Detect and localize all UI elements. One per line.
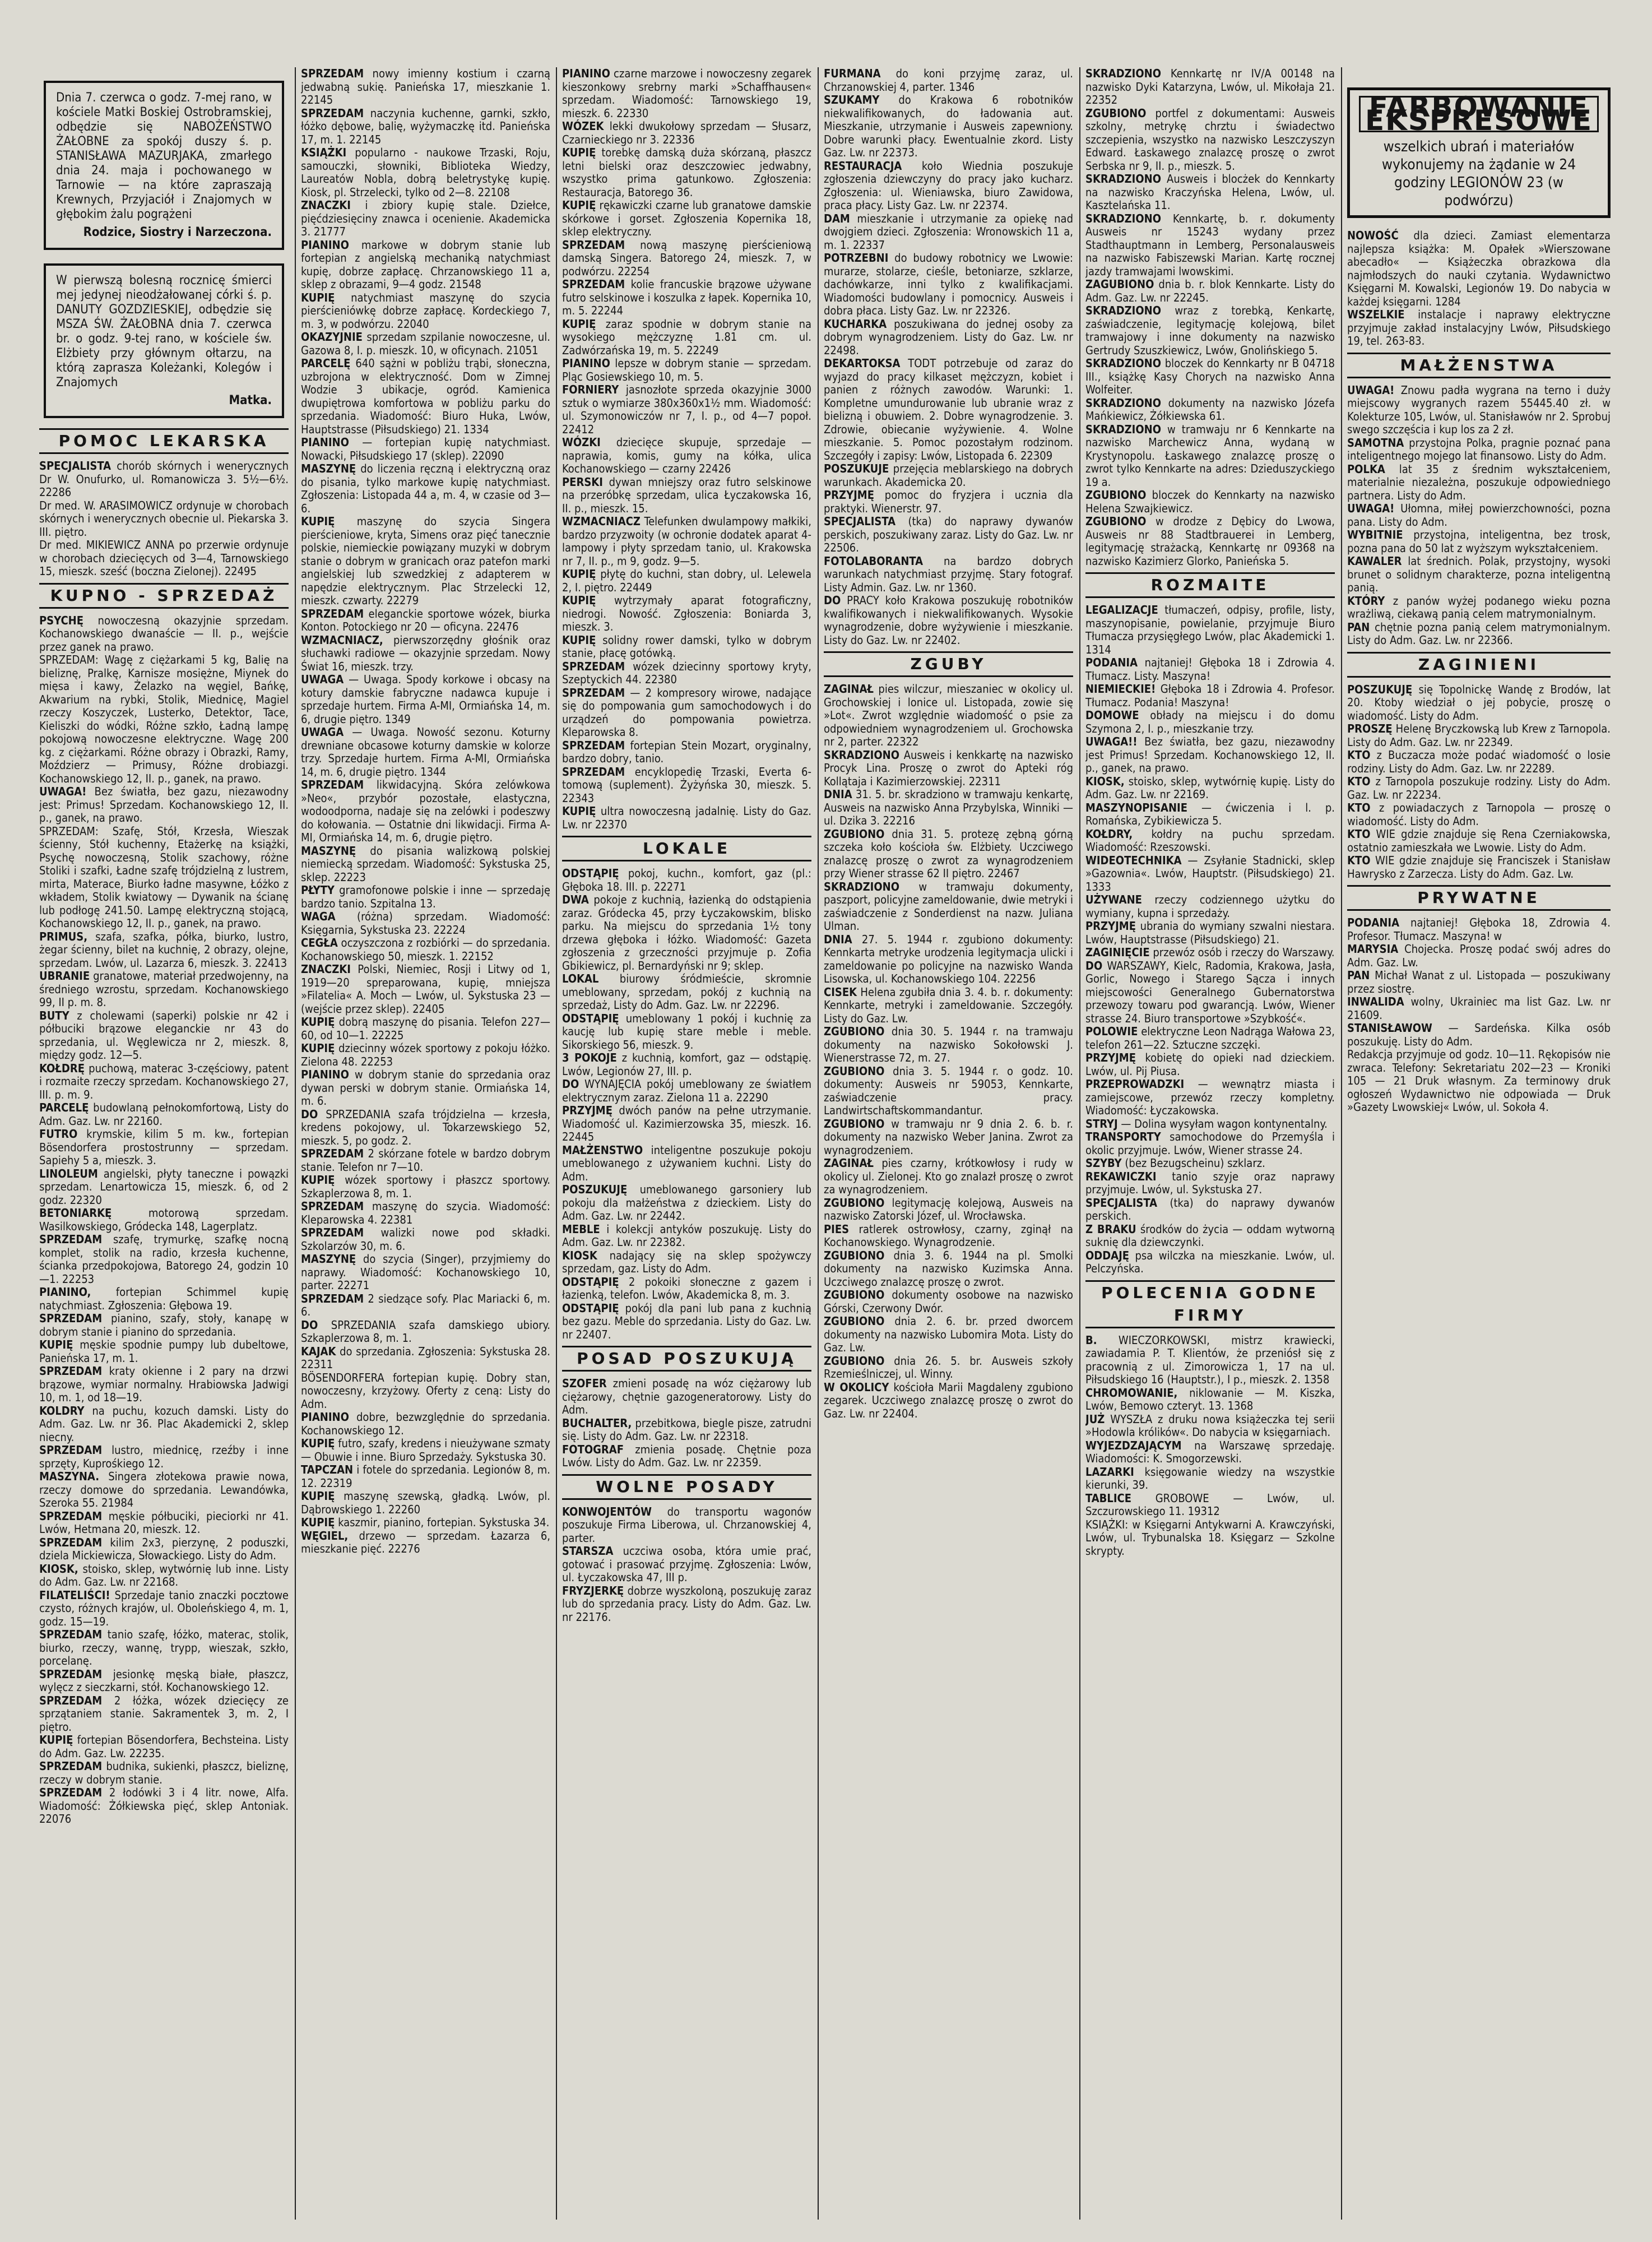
ad-list [1347,683,1611,881]
classified-ad: KUPIĘ futro, szafy, kredens i nieużywane szmaty — Obuwie i inne. Biuro Sprzedaży. Sykstuska 30. [301,1437,550,1463]
classified-ad: PAN Michał Wanat z ul. Listopada — poszukiwany przez siostrę. [1347,969,1611,995]
classified-ad: SPRZEDAM kilim 2x3, pierzynę, 2 poduszki, dziela Mickiewicza, Słowackiego. Listy do Adm. [39,1535,289,1562]
classified-ad: SPRZEDAM kraty okienne i 2 pary na drzwi brązowe, wymiar normalny. Hrabiowska Jadwigi 10, m. 1, od 18—19. [39,1364,289,1404]
classified-ad: UWAGA! Znowu padła wygrana na terno i duży miejscowy wygranych razem 55445.40 zł. w Kolekturze 105, Lwów, ul. Stanisławów nr 2. Sprobuj swego szczęścia i kup los za 2 zł. [1347,383,1611,436]
classified-ad: SPRZEDAM szafę, trymurkę, szafkę nocną komplet, stolik na radio, krzesła kuchenne, ścianka przedpokojowa, Batorego 24, godzin 10—1. 22253 [39,1233,289,1286]
classified-ad: WĘGIEL, drzewo — sprzedam. Łazarza 6, mieszkanie pięć. 22276 [301,1528,550,1555]
section-heading-zaginieni: ZAGINIENI [1347,652,1611,678]
classified-ad: KOLDRY na puchu, kozuch damski. Listy do Adm. Gaz. Lw. nr 36. Plac Akademicki 2, sklep niecny. [39,1403,289,1444]
classified-ad: UWAGA — Uwaga. Spody korkowe i obcasy na kotury damskie fabryczne nadawca kupuje i sprzedaje hurtem. Firma A-MI, Ormiańska 14, m. 6, drugie piętro. 1349 [301,673,550,726]
column-2 [301,67,550,2220]
classified-ad: CEGŁA oczyszczona z rozbiórki — do sprzedania. Kochanowskiego 50, mieszk. 1. 22152 [301,936,550,963]
classified-ad: SPECJALISTA (tka) do naprawy dywanów perskich, poszukiwany zaraz. Listy do Gaz. Lw. nr 22506. [824,515,1073,554]
classified-ad: B. WIECZORKOWSKI, mistrz krawiecki, zawiadamia P. T. Klientów, że przeniósł się z pracownią z ul. Zimorowicza 1, 17 na ul. Piłsudskiego 16 (Hauptstr.), I p., mieszk. 2. 1358 [1085,1333,1335,1386]
classified-ad: DOMOWE obłady na miejscu i do domu Szymona 2, I. p., mieszkanie trzy. [1085,708,1335,735]
classified-ad: KOŁDRĘ puchową, materac 3-częściowy, patent i rozmaite rzeczy sprzedam. Kochanowskiego 27, III. p. m. 9. [39,1061,289,1101]
classified-ad: WYBITNIE przystojna, inteligentna, bez trosk, pozna pana do 50 lat z wyższym wykształceniem. [1347,528,1611,555]
ad-list [39,614,289,1826]
classified-ad: ZGUBIONO dnia 2. 6. br. przed dworcem dokumenty na nazwisko Lubomira Mota. Listy do Gaz. Lw. [824,1314,1073,1354]
classified-ad: FORNIERY jasnozłote sprzeda okazyjnie 3000 sztuk o wymiarze 380x360x1½ mm. Wiadomość: ul. Szymonowiczów nr 7, I. p., od 4—7 popoł. 22412 [562,383,811,436]
classified-ad: FRYZJERKĘ dobrze wyszkoloną, poszukuję zaraz lub do sprzedania pracy. Listy do Adm. Gaz. Lw. nr 22176. [562,1583,811,1624]
obituary-2-signature: Matka. [229,393,272,407]
classified-ad: WÓZKI dziecięce skupuje, sprzedaje — naprawia, komis, gumy na kółka, ulica Kochanowskiego — czarny 22426 [562,436,811,475]
section-heading-rozmaite: ROZMAITE [1085,572,1335,598]
classified-ad: SPRZEDAM naczynia kuchenne, garnki, szkło, łóżko dębowe, balię, wyżymaczkę itd. Panieńska 17, m. 1. 22145 [301,106,550,146]
classified-ad: MASZYNA. Singera złotekowa prawie nowa, rzeczy domowe do sprzedania. Lewandówka, Szeroka 55. 21984 [39,1470,289,1509]
classified-ad: SPRZEDAM kolie francuskie brązowe używane futro selskinowe i koszulka z łapek. Kopernika 10, m. 5. 22244 [562,277,811,317]
classified-ad: MASZYNĘ do szycia (Singer), przyjmiemy do naprawy. Wiadomość: Kochanowskiego 10, parter. 22271 [301,1252,550,1292]
classified-ad: PIANINO dobre, bezwzględnie do sprzedania. Kochanowskiego 12. [301,1410,550,1437]
classified-ad: ODDAJĘ psa wilczka na mieszkanie. Lwów, ul. Pelczyńska. [1085,1248,1335,1275]
column-divider [1079,67,1080,2220]
classified-ad: SKRADZIONO dokumenty na nazwisko Józefa Mańkiewicz, Żółkiewska 61. [1085,396,1335,423]
classified-ad: ODSTĄPIĘ umeblowany 1 pokój i kuchnię za kaucję lub kupię stare meble i meble. Sikorskiego 56, mieszk. 9. [562,1011,811,1051]
column-6 [1347,67,1611,2220]
section-heading-prywatne: PRYWATNE [1347,885,1611,911]
classified-ad: SPRZEDAM encyklopedię Trzaski, Everta 6-tomową (suplement). Żyżyńska 30, mieszk. 5. 22343 [562,765,811,805]
classified-ad: LINOLEUM angielski, płyty taneczne i powązki sprzedam. Lenartowicza 15, mieszk. 6, od 2 godz. 22320 [39,1166,289,1207]
classified-ad: DO PRACY koło Krakowa poszukuję robotników kwalifikowanych i niekwalifikowanych. Wysokie wynagrodzenie, dobre wyżywienie i mieszkanie. Listy do Gaz. Lw. nr 22402. [824,594,1073,647]
classified-ad: INWALIDA wolny, Ukrainiec ma list Gaz. Lw. nr 21609. [1347,995,1611,1022]
classified-ad: ZAGINAŁ pies czarny, krótkowłosy i rudy w okolicy ul. Zielonej. Kto go znalazł proszę o zwrot za wynagrodzeniem. [824,1156,1073,1196]
classified-ad: ZGUBIONO bloczek do Kennkarty na nazwisko Helena Szwajkiewicz. [1085,488,1335,515]
classified-ad: ZGUBIONO portfel z dokumentami: Ausweis szkolny, metrykę chrztu i świadectwo szczepienia, wszystko na nazwisko Leszczyszyn Edward. Łaskawego znalazcę proszę o zwrot Serbska nr 9, II. p., mieszk. 5. [1085,106,1335,173]
classified-ad: DO WYNAJĘCIA pokój umeblowany ze światłem elektrycznym zaraz. Zielona 11 a. 22290 [562,1077,811,1104]
ad-list [301,67,550,1556]
classified-ad: KTO z powiadaczych z Tarnopola — proszę o wiadomość. Listy do Adm. [1347,801,1611,828]
classified-ad: PRZYJMĘ dwóch panów na pełne utrzymanie. Wiadomość ul. Kazimierzowska 35, mieszk. 16. 22445 [562,1104,811,1143]
column-1 [39,67,289,2220]
classified-ad: DO SPRZEDANIA szafa damskiego ubiory. Szkaplerzowa 8, m. 1. [301,1318,550,1345]
classified-ad: WSZELKIE instalacje i naprawy elektryczne przyjmuje zakład instalacyjny Lwów, Piłsudskiego 19, tel. 263-83. [1347,308,1611,348]
classified-ad: KSIĄŻKI popularno - naukowe Trzaski, Roju, samouczki, słowniki, Biblioteka Wiedzy, Laureatów Nobla, dobrą beletrystykę kupię. Kiosk, pl. Strzelecki, tylko od 2—8. 22108 [301,146,550,199]
classified-ad: UŻYWANE rzeczy codziennego użytku do wymiany, kupna i sprzedaży. [1085,893,1335,920]
classified-ad: ZGUBIONO legitymację kolejową, Ausweis na nazwisko Zatorski Józef, ul. Wrocławska. [824,1196,1073,1222]
section-heading-malzenstwa: MAŁŻENSTWA [1347,353,1611,378]
classified-ad: POTRZEBNI do budowy robotnicy we Lwowie: murarze, stolarze, cieśle, betoniarze, szklarze, dachówkarze, inni tylko z kwalifikacjami. Wiadomości budowlany i pomocnicy. Ausweis i dobra płaca. Listy Gaz. Lw. nr 22326. [824,251,1073,317]
classified-ad: SPECJALISTA (tka) do naprawy dywanów perskich. [1085,1196,1335,1222]
classified-ad: FUTRO krymskie, kilim 5 m. kw., fortepian Bösendorfera prostostrunny — sprzedam. Sapiehy 5 a, mieszk. 3. [39,1127,289,1167]
classified-ad: DAM mieszkanie i utrzymanie za opiekę nad dwojgiem dzieci. Zgłoszenia: Wronowskich 11 a, m. 1. 22337 [824,211,1073,252]
classified-ad: PRIMUS, szafa, szafka, półka, biurko, lustro, żegar ścienny, bilet na kuchnię, 2 obrazy, olejne, sprzedam. Lwów, ul. Lazarza 6, mieszk. 3. 22413 [39,929,289,970]
obituary-1-signature: Rodzice, Siostry i Narzeczona. [83,225,272,239]
classified-ad: KUPIĘ kaszmir, pianino, fortepian. Sykstuska 34. [301,1516,550,1529]
classified-ad: TRANSPORTY samochodowe do Przemyśla i okolic przyjmuje. Lwów, Wiener strasse 24. [1085,1130,1335,1157]
classified-ad: KUPIĘ maszynę do szycia Singera pierścieniowe, kryta, Simens oraz pięć tanecznie polskie, niemieckie powiązany muzyki w dobrym stanie o dobrym w granicach oraz patefon marki angielskiej lub szwedzkiej z adapterem w napędzie elektrycznym. Plac Strzelecki 12, mieszk. czwarty. 22279 [301,515,550,607]
classified-ad: UBRANIE granatowe, materiał przedwojenny, na średniego wzrostu, sprzedam. Kochanowskiego 99, II p. m. 8. [39,969,289,1009]
classified-ad: STANISŁAWOW — Sardeńska. Kilka osób poszukuję. Listy do Adm. [1347,1021,1611,1048]
classified-ad: POSZUKUJĘ umeblowanego garsoniery lub pokoju dla małżeństwa z dzieckiem. Listy do Adm. Gaz. Lw. nr 22442. [562,1183,811,1222]
classified-ad: KIOSK, stoisko, sklep, wytwórnię lub inne. Listy do Adm. Gaz. Lw. nr 22168. [39,1562,289,1588]
column-4 [824,67,1073,2220]
classified-ad: SKRADZIONO Ausweis i kenkkartę na nazwisko Procyk Lina. Proszę o zwrot do Apteki róg Kollątaja i Kazimierzowskiej. 22311 [824,748,1073,788]
classified-ad: PIANINO w dobrym stanie do sprzedania oraz dywan perski w dobrym stanie. Ormiańska 14, m. 6. [301,1068,550,1108]
classified-ad: PAN chętnie pozna panią celem matrymonialnym. Listy do Adm. Gaz. Lw. nr 22366. [1347,620,1611,647]
classified-ad: ZGUBIONO dnia 3. 5. 1944 r. o godz. 10. dokumenty: Ausweis nr 59053, Kennkarte, zaświadczenie pracy. Landwirtschaftskommandantur. [824,1064,1073,1117]
classified-ad: SPRZEDAM — 2 kompresory wirowe, nadające się do pompowania gum samochodowych i do urządzeń do pompowania powietrza. Kleparowska 8. [562,685,811,739]
classified-ad: DWA pokoje z kuchnią, łazienką do odstąpienia zaraz. Gródecka 45, przy Łyczakowskim, blisko parku. Na miejscu do sprzedania 1½ tony drzewa głęboka i łóżko. Wiadomość: Gazeta zgłoszenia z grzeczności przyjmuje p. Zofia Gbikiewicz, pl. Bernardyński nr 9; sklep. [562,893,811,972]
classified-ad: PŁYTY gramofonowe polskie i inne — sprzedaję bardzo tanio. Szpitalna 13. [301,883,550,910]
classified-ad: WZMACNIACZ Telefunken dwulampowy małkiki, bardzo przyzwoity (w ochronie dodatek aparat 4-lampowy i płyty sprzedam tanio, ul. Krakowska nr 7, II. p., m 9, godz. 9—5. [562,515,811,568]
classified-ad: SPRZEDAM męskie półbuciki, pieciorki nr 41. Lwów, Hetmana 20, mieszk. 12. [39,1509,289,1536]
classified-ad: MAŁŻENSTWO inteligentne poszukuje pokoju umeblowanego z używaniem kuchni. Listy do Adm. [562,1143,811,1183]
classified-ad: KUPIĘ ultra nowoczesną jadalnię. Listy do Gaz. Lw. nr 22370 [562,804,811,831]
classified-ad: SKRADZIONO Kennkartę, b. r. dokumenty Ausweis nr 15243 wydany przez Stadthauptmann in Lemberg, Personalausweis na nazwisko Fabiszewski Marian. Kartę rocznej jazdy tramwajami lwowskimi. [1085,211,1335,278]
section-heading-zguby: ZGUBY [824,651,1073,677]
ad-list [1347,229,1611,348]
classified-ad: SPRZEDAM wózek dziecinny sportowy kryty, Szeptyckich 44. 22380 [562,659,811,686]
classified-ad: KUPIĘ zaraz spodnie w dobrym stanie na wysokiego mężczyznę 1.81 cm. ul. Zadwórzańska 19, m. 5. 22249 [562,317,811,357]
classified-ad: SPRZEDAM lustro, miednicę, rzeźby i inne sprzęty, Kuprośkiego 12. [39,1443,289,1470]
classified-ad: KTO z Tarnopola poszukuje rodziny. Listy do Adm. Gaz. Lw. nr 22234. [1347,775,1611,802]
section-heading-kupno-sprzedaz: KUPNO - SPRZEDAŻ [39,583,289,609]
classified-ad: PRZYJMĘ kobietę do opieki nad dzieckiem. Lwów, ul. Pij Piusa. [1085,1051,1335,1078]
ad-list [824,67,1073,647]
ad-list [39,460,289,578]
ad-list [562,67,811,831]
classified-ad: Dr med. MIKIEWICZ ANNA po przerwie ordynuje w chorobach dziecięcych od 3—4, Tarnowskiego 15, mieszk. sześć (boczna Zielonej). 22495 [39,538,289,578]
classified-ad: SPRZEDAM likwidacyjną. Skóra zelówkowa »Neo«, przybór pozostałe, elastyczna, wodoodporna, nadaje się na zelówki i podeszwy do kołowania. — Ostatnie dni likwidacji. Firma A-MI, Ormiańska 14, m. 6, drugie piętro. [301,778,550,844]
classified-ad: SPRZEDAM pianino, szafy, stoły, kanapę w dobrym stanie i pianino do sprzedania. [39,1312,289,1338]
classified-ad: PERSKI dywan mniejszy oraz futro selskinowe na przeróbkę sprzedam, ulica Łyczakowska 16, II. p., mieszk. 15. [562,475,811,515]
ad-list [1347,384,1611,647]
classified-ad: ZGUBIONO dnia 26. 5. br. Ausweis szkoły Rzemieślniczej, ul. Winny. [824,1354,1073,1381]
section-heading-wolne-posady: WOLNE POSADY [562,1474,811,1500]
classified-ad: CHROMOWANIE, niklowanie — M. Kiszka, Lwów, Bemowo czteryt. 13. 1368 [1085,1386,1335,1412]
classified-ad: Dr med. W. ARASIMOWICZ ordynuje w chorobach skórnych i wenerycznych obecnie ul. Piekarska 3. III. piętro. [39,498,289,539]
column-3 [562,67,811,2220]
classified-ad: ZGUBIONO dnia 30. 5. 1944 r. na tramwaju dokumenty na nazwisko Sokołowski J. Wienerstrasse 72, m. 27. [824,1025,1073,1064]
classified-ad: SKRADZIONO w tramwaju nr 6 Kennkarte na nazwisko Marchewicz Anna, wydaną w Krystynopolu. Łaskawego znalazcę proszę o zwrot tylko Kennkarte na adres: Dzieduszyckiego 19 a. [1085,422,1335,489]
classified-ad: ZGUBIONO dokumenty osobowe na nazwisko Górski, Czerwony Dwór. [824,1288,1073,1315]
classified-ad: SPRZEDAM budnika, sukienki, płaszcz, bieliznę, rzeczy w dobrym stanie. [39,1759,289,1786]
classified-ad: WAGA (różna) sprzedam. Wiadomość: Księgarnia, Sykstuska 23. 22224 [301,910,550,937]
classified-ad: REKAWICZKI tanio szyje oraz naprawy przyjmuje. Lwów, ul. Sykstuska 27. [1085,1169,1335,1196]
section-heading-posad-poszukuja: POSAD POSZUKUJĄ [562,1346,811,1372]
column-divider [556,67,557,2220]
classified-ad: SPRZEDAM 2 łodówki 3 i 4 litr. nowe, Alfa. Wiadomość: Żółkiewska pięć, sklep Antoniak. 22076 [39,1786,289,1826]
classified-ad: PARCELĘ budowlaną pełnokomfortową, Listy do Adm. Gaz. Lw. nr 22160. [39,1101,289,1128]
classified-ad: PIANINO czarne marzowe i nowoczesny zegarek kieszonkowy srebrny marki »Schaffhausen« sprzedam. Wiadomość: Tarnowskiego 19, mieszk. 6. 22330 [562,67,811,120]
ad-list [1085,67,1335,568]
classified-ad: KTO WIE gdzie znajduje się Rena Czerniakowska, ostatnio zamieszkała we Lwowie. Listy do Adm. [1347,827,1611,854]
classified-ad: SZUKAMY do Krakowa 6 robotników niekwalifikowanych, do ładowania aut. Mieszkanie, utrzymanie i Ausweis zapewniony. Dobre warunki płacy. Ewentualnie zkord. Listy Gaz. Lw. nr 22373. [824,93,1073,159]
classified-ad: SKRADZIONO w tramwaju dokumenty, paszport, policyjne zameldowanie, dwie metryki i zaświadczenie z Sonderdienst na nazw. Juliana Ulman. [824,879,1073,933]
classified-ad: BETONIARKĘ motorową sprzedam. Wasilkowskiego, Gródecka 148, Lagerplatz. [39,1206,289,1233]
classified-ad: POLOWIE elektryczne Leon Nadrąga Wałowa 23, telefon 261—22. Sztuczne szczęki. [1085,1025,1335,1051]
classified-ad: PRZEPROWADZKI — wewnątrz miasta i zamiejscowe, przewóz rzeczy kompletny. Wiadomość: Łyczakowska. [1085,1077,1335,1117]
farbowanie-title: FARBOWANIE EKSPRESOWE [1359,96,1599,132]
classified-ad: TAPCZAN i fotele do sprzedania. Legionów 8, m. 12. 22319 [301,1463,550,1490]
classified-ad: PIANINO markowe w dobrym stanie lub fortepian z angielską mechaniką natychmiast kupię, dobrze zapłacę. Chrzanowskiego 11 a, sklep z obrazami, 9—4 godz. 21548 [301,238,550,291]
classified-ad: BUTY z cholewami (saperki) polskie nr 42 i półbuciki brązowe eleganckie nr 43 do sprzedania, ul. Węglewicza nr 2, mieszk. 8, między godz. 12—5. [39,1008,289,1062]
classified-ad: KUPIĘ dobrą maszynę do pisania. Telefon 227—60, od 10—1. 22225 [301,1015,550,1042]
classified-ad: KUCHARKA poszukiwana do jednej osoby za dobrym wynagrodzeniem. Listy do Gaz. Lw. nr 22498. [824,317,1073,357]
classified-ad: POSZUKUJĘ się Topolnickę Wandę z Brodów, lat 20. Ktoby wiedział o jej pobycie, proszę o wiadomość. Listy do Adm. [1347,682,1611,722]
classified-ad: SKRADZIONO wraz z torebką, Kenkartę, zaświadczenie, legitymację kolejową, bilet tramwajowy i inne dokumenty na nazwisko Gertrudy Szuszkiewicz, Lwów, Gnolińskiego 5. [1085,304,1335,357]
column-divider [818,67,819,2220]
classified-ad: PIES ratlerek ostrowłosy, czarny, zginął na Kochanowskiego. Wynagrodzenie. [824,1222,1073,1249]
classified-ad: UWAGA!! Bez światła, bez gazu, niezawodny jest Primus! Sprzedam. Kochanowskiego 12, II. p., ganek, na prawo. [1085,735,1335,775]
classified-ad: SKRADZIONO Ausweis i blocżek do Kennkarty na nazwisko Kraczyńska Helena, Lwów, ul. Kasztelańska 11. [1085,172,1335,212]
classified-ad: KIOSK, stoisko, sklep, wytwórnię kupię. Listy do Adm. Gaz. Lw. nr 22169. [1085,774,1335,801]
ad-list [562,1377,811,1470]
classified-ad: SPRZEDAM: Szafę, Stół, Krzesła, Wieszak ścienny, Stół kuchenny, Etażerkę na książki, Psychę nowoczesną, Stolik szachowy, różne Stoliki i szafki, Ładne szafę trójdzielną z lustrem, mirta, Materace, Biurko ładne masywne, Łóżko z wkładem, Stolik kwiatowy — Dywanik na ścianę lub podłogę 241.50. Lampę elektryczną stojącą, Kochanowskiego 12, II. p., ganek, na prawo. [39,824,289,930]
classified-ad: MASZYNOPISANIE — ćwiczenia i l. p. Romańska, Zybikiewicza 5. [1085,800,1335,827]
classified-ad: WÓZEK lekki dwukołowy sprzedam — Słusarz, Czarnieckiego nr 3. 22336 [562,119,811,146]
classified-ad: NIEMIECKIE! Głęboka 18 i Zdrowia 4. Profesor. Tłumacz. Podania! Maszyna! [1085,682,1335,709]
ad-list [1085,604,1335,1276]
classified-ad: KUPIĘ maszynę szewską, gładką. Lwów, pl. Dąbrowskiego 1. 22260 [301,1489,550,1516]
classified-ad: KOŁDRY, kołdry na puchu sprzedam. Wiadomość: Rzeszowski. [1085,827,1335,854]
classified-ad: KONWOJENTÓW do transportu wagonów poszukuje Firma Liberowa, ul. Chrzanowskiej 4, parter. [562,1504,811,1545]
section-heading-pomoc-lekarska: POMOC LEKARSKA [39,428,289,454]
ad-list [1347,916,1611,1114]
classified-ad: PODANIA najtaniej! Głęboka 18 i Zdrowia 4. Tłumacz. Listy. Maszyna! [1085,656,1335,683]
classified-ad: DEKARTOKSA TODT potrzebuje od zaraz do wyjazd do pracy kilkaset mężczyzn, kobiet i panien z różnych zawodów. Warunki: 1. Kompletne umundurowanie lub ubranie wraz z bielizną i obuwiem. 2. Dobre wynagrodzenie. 3. Zdrowie, obiecanie wyżywienie. 4. Wolne mieszkanie. 5. Pomoc pozostałym rodzinom. Szczegóły i zapisy: Lwów, Listopada 6. 22309 [824,356,1073,462]
classified-ad: BUCHALTER, przebitkowa, biegle pisze, zatrudni się. Listy do Adm. Gaz. Lw. nr 22318. [562,1416,811,1443]
classified-ad: KTO z Buczacza może podać wiadomość o losie rodziny. Listy do Adm. Gaz. Lw. nr 22289. [1347,748,1611,775]
classified-ad: PSYCHĘ nowoczesną okazyjnie sprzedam. Kochanowskiego dwanaście — II. p., wejście przez ganek na prawo. [39,613,289,654]
classified-ad: SAMOTNA przystojna Polka, pragnie poznać pana inteligentnego mojego lat finansowo. Listy do Adm. [1347,436,1611,462]
farbowanie-advertisement [1347,87,1611,218]
classified-ad: SPECJALISTA chorób skórnych i wenerycznych Dr W. Onufurko, ul. Romanowicza 3. 5½—6½. 22286 [39,459,289,499]
classified-ad: Z BRAKU środków do życia — oddam wytworną suknię dla dziewczynki. [1085,1222,1335,1249]
classified-ad: KUPIĘ natychmiast maszynę do szycia pierścieniówkę dobrze zapłacę. Kordeckiego 7, m. 3, w podwórzu. 22040 [301,290,550,331]
section-heading-polecenia: POLECENIA GODNE FIRMY [1085,1280,1335,1328]
classified-ad: PRZYJMĘ pomoc do fryzjera i ucznia dla praktyki. Wienerstr. 97. [824,488,1073,515]
column-divider [295,67,296,2220]
classified-ad: KTO WIE gdzie znajduje się Franciszek i Stanisław Hawrysko z Zarzecza. Listy do Adm. Gaz. Lw. [1347,854,1611,881]
classified-ad: MEBLE i kolekcji antyków poszukuję. Listy do Adm. Gaz. Lw. nr 22382. [562,1222,811,1249]
classified-ad: SKRADZIONO bloczek do Kennkarty nr B 04718 III., książkę Kasy Chorych na nazwisko Anna Wolfeiter. [1085,356,1335,396]
classified-ad: KUPIĘ wytrzymały aparat fotograficzny, niedrogi. Nowość. Zgłoszenia: Boniarda 3, mieszk. 3. [562,594,811,633]
classified-ad: KSIĄŻKI: w Księgarni Antykwarni A. Krawczyński, Lwów, ul. Trybunalska 18. Księgarz — Szkolne skrypty. [1085,1517,1335,1558]
classified-ad: SZYBY (bez Bezugscheinu) szklarz. [1085,1156,1265,1170]
classified-ad: UWAGA — Uwaga. Nowość sezonu. Koturny drewniane obcasowe koturny damskie w kolorze trzy. Sprzedaje hurtem. Firma A-MI, Ormiańska 14, m. 6, drugie piętro. 1344 [301,725,550,779]
classified-ad: W OKOLICY kościoła Marii Magdaleny zgubiono zegarek. Uczciwego znalazcę proszę o zwrot do Gaz. Lw. nr 22404. [824,1380,1073,1420]
obituary-notice-1 [44,81,284,250]
newspaper-page [39,67,1614,2220]
classified-ad: POLKA lat 35 z średnim wykształceniem, materialnie niezależna, poszukuje odpowiedniego partnera. Listy do Adm. [1347,462,1611,502]
classified-ad: KUPIĘ torebkę damską duża skórzaną, płaszcz letni bielski oraz deszczowiec jedwabny, wszystko prima gatunkowo. Zgłoszenia: Restauracja, Batorego 36. [562,146,811,199]
classified-ad: LEGALIZACJE tłumaczeń, odpisy, profile, listy, maszynopisanie, powielanie, przyjmuje Biuro Tłumacza przysięgłego Lwów, plac Akademicki 1. 1314 [1085,603,1335,656]
classified-ad: LOKAL biurowy śródmieście, skromnie umeblowany, sprzedam, pokój z kuchnią na sprzedaż, Listy do Adm. Gaz. Lw. nr 22296. [562,972,811,1012]
classified-ad: SKRADZIONO Kennkartę nr IV/A 00148 na nazwisko Dyki Katarzyna, Lwów, ul. Mikołaja 21. 22352 [1085,67,1335,106]
classified-ad: WYJEZDZAJĄCYM na Warszawę sprzedaję. Wiadomości: K. Smogorzewski. [1085,1438,1335,1465]
classified-ad: KUPIĘ rękawiczki czarne lub granatowe damskie skórkowe i gorset. Zgłoszenia Kopernika 18, sklep elektryczny. [562,198,811,238]
classified-ad: KUPIĘ fortepian Bösendorfera, Bechsteina. Listy do Adm. Gaz. Lw. 22235. [39,1733,289,1760]
ad-list [562,1506,811,1624]
classified-ad: SPRZEDAM tanio szafę, łóżko, materac, stolik, biurko, rzeczy, wannę, trypp, wieszak, szkło, porcelanę. [39,1628,289,1667]
obituary-1-text: Dnia 7. czerwca o godz. 7-mej rano, w kościele Matki Boskiej Ostrobramskiej, odbędzie się NABOŻEŃSTWO ŻAŁOBNE za spokój duszy ś. p. STANISŁAWA MAZURJAKA, zmarłego dnia 24. maja i pochowanego w Tarnowie — na które zapraszają Krewnych, Przyjaciół i Znajomych w głębokim żalu pogrążeni [56,91,272,221]
classified-ad: KUPIĘ męskie spodnie pumpy lub dubeltowe, Panieńska 17, m. 1. [39,1338,289,1365]
classified-ad: KUPIĘ płytę do kuchni, stan dobry, ul. Lelewela 2, I. piętro. 22449 [562,567,811,594]
classified-ad: SPRZEDAM eleganckie sportowe wózek, biurka Konton. Potockiego nr 20 — oficyna. 22476 [301,606,550,633]
classified-ad: SPRZEDAM jesionkę męską białe, płaszcz, wylęcz z sieczkarni, stół. Kochanowskiego 12. [39,1667,289,1694]
classified-ad: PROSZĘ Helenę Bryczkowską lub Krew z Tarnopola. Listy do Adm. Gaz. Lw. nr 22349. [1347,722,1611,749]
classified-ad: FURMANA do koni przyjmę zaraz, ul. Chrzanowskiej 4, parter. 1346 [824,67,1073,94]
classified-ad: ZAGINIĘCIE przewóz osób i rzeczy do Warszawy. [1085,946,1335,959]
classified-ad: SPRZEDAM 2 skórzane fotele w bardzo dobrym stanie. Telefon nr 7—10. [301,1147,550,1174]
obituary-notice-2 [44,263,284,418]
ad-list [1085,1334,1335,1558]
classified-ad: FOTOGRAF zmienia posadę. Chętnie poza Lwów. Listy do Adm. Gaz. Lw. nr 22359. [562,1442,811,1469]
classified-ad: UWAGA! Ułomna, miłej powierzchowności, pozna pana. Listy do Adm. [1347,502,1611,529]
classified-ad: SZOFER zmieni posadę na wóz ciężarowy lub ciężarowy, chętnie gazogeneratorowy. Listy do Adm. [562,1377,811,1416]
classified-ad: RESTAURACJA koło Wiednia poszukuje zgłoszenia dziewczyny do pracy jako kucharz. Zgłoszenia: ul. Wieniawska, biuro Zawidowa, praca płacy. Listy Gaz. Lw. nr 22374. [824,159,1073,212]
classified-ad: SPRZEDAM nową maszynę pierścieniową damską Singera. Batorego 24, mieszk. 7, w podwórzu. 22254 [562,238,811,278]
classified-ad: JUŻ WYSZŁA z druku nowa książeczka tej serii »Hodowla królików«. Do nabycia w księgarniach. [1085,1412,1335,1439]
classified-ad: ZGUBIONO dnia 3. 6. 1944 na pl. Smolki dokumenty na nazwisko Kuzimska Anna. Uczciwego znalazcę proszę o zwrot. [824,1248,1073,1289]
classified-ad: PIANINO lepsze w dobrym stanie — sprzedam. Pląc Gosiewskiego 10, m. 5. [562,356,811,383]
classified-ad: KUPIĘ wózek sportowy i płaszcz sportowy. Szkaplerzowa 8, m. 1. [301,1173,550,1200]
classified-ad: KAJAK do sprzedania. Zgłoszenia: Sykstuska 28. 22311 [301,1344,550,1371]
classified-ad: UWAGA! Bez światła, bez gazu, niezawodny jest: Primus! Sprzedam. Kochanowskiego 12, II. p., ganek, na prawo. [39,785,289,824]
obituary-2-text: W pierwszą bolesną rocznicę śmierci mej jedynej nieodżałowanej córki ś. p. DANUTY GOZDZIESKIEJ, odbędzie się MSZA ŚW. ŻAŁOBNA dnia 7. czerwca br. o godz. 9-tej rano, w kościele św. Elżbiety przy głównym ołtarzu, na którą zaprasza Koleżanki, Kolegów i Znajomych [56,274,272,390]
classified-ad: MARYSIA Chojecka. Proszę podać swój adres do Adm. Gaz. Lw. [1347,942,1611,969]
classified-ad: ODSTĄPIĘ 2 pokoiki słoneczne z gazem i łazienką, telefon. Lwów, Akademicka 8, m. 3. [562,1275,811,1301]
classified-ad: ZAGINAŁ pies wilczur, mieszaniec w okolicy ul. Grochowskiej i lonice ul. Listopada, zowie się »Lot«. Zwrot względnie wiadomość o psie za odpowiedniem wynagrodzeniem ul. Grochowska nr 2, parter. 22322 [824,682,1073,748]
classified-ad: ZGUBIONO w drodze z Dębicy do Lwowa, Ausweis nr 88 Stadtbrauerei in Lemberg, legitymację strażacką, Kennkartę nr 09368 na nazwisko Kazimierz Glorko, Panieńska 5. [1085,515,1335,568]
classified-ad: SPRZEDAM walizki nowe pod składki. Szkolarzów 30, m. 6. [301,1226,550,1253]
classified-ad: KAWALER lat średnich. Polak, przystojny, wysoki brunet o solidnym charakterze, pozna inteligentną panią. [1347,554,1611,594]
classified-ad: DO SPRZEDANIA szafa trójdzielna — krzesła, kredens pokojowy, ul. Tokarzewskiego 52, mieszk. 5, po godz. 2. [301,1107,550,1147]
classified-ad: ZNACZKI Polski, Niemiec, Rosji i Litwy od 1, 1919—20 spreparowana, kupię, mniejsza »Filatelia« A. Moch — Lwów, ul. Sykstuska 23 — (wejście przez sklep). 22405 [301,962,550,1016]
ad-list [562,867,811,1341]
classified-ad: FILATELIŚCI! Sprzedaje tanio znaczki pocztowe czysto, różnych krajów, ul. Oboleńskiego 4, m. 1, godz. 15—19. [39,1588,289,1628]
classified-ad: PIANINO — fortepian kupię natychmiast. Nowacki, Piłsudskiego 17 (sklep). 22090 [301,436,550,462]
classified-ad: PODANIA najtaniej! Głęboka 18, Zdrowia 4. Profesor. Tłumacz. Maszyna! w [1347,916,1611,943]
classified-ad: STRYJ — Dolina wysyłam wagon kontynentalny. [1085,1117,1328,1131]
classified-ad: KTÓRY z panów wyżej podanego wieku pozna wrażliwą, ciekawą panią celem matrymonialnym. [1347,594,1611,620]
classified-ad: LAZARKI księgowanie wiedzy na wszystkie kierunki, 39. [1085,1465,1335,1491]
classified-ad: PARCELĘ 640 sążni w pobliżu trąbi, słoneczna, uzbrojona w elektryczność. Dom w Zimnej Wodzie 3 ubikacje, ogród. Kamienica dwupiętrowa komfortowa w pobliżu parku do sprzedania. Wiadomość: Biuro Huka, Lwów, Hauptstrasse (Piłsudskiego) 21. 1334 [301,356,550,436]
ad-list [824,683,1073,1420]
classified-ad: TABLICE GROBOWE — Lwów, ul. Szczurowskiego 11. 19312 [1085,1491,1335,1518]
column-5 [1085,67,1335,2220]
column-divider [1341,67,1342,2220]
classified-ad: WZMACNIACZ, pierwszorzędny głośnik oraz słuchawki radiowe — okazyjnie sprzedam. Nowy Świat 16, mieszk. trzy. [301,633,550,673]
classified-ad: SPRZEDAM nowy imienny kostium i czarną jedwabną sukię. Panieńska 17, mieszkanie 1. 22145 [301,67,550,106]
classified-ad: NOWOŚĆ dla dzieci. Zamiast elementarza najlepsza książka: M. Opałek »Wierszowane abecadło« — Książeczka obrazkowa dla najmłodszych do nauki czytania. Wydawnictwo Księgarni M. Kowalski, Legionów 19. Do nabycia w każdej księgarni. 1284 [1347,229,1611,308]
classified-ad: ODSTĄPIĘ pokoj, kuchn., komfort, gaz (pl.: Głęboka 18. III. p. 22271 [562,867,811,893]
classified-ad: KIOSK nadający się na sklep spożywczy sprzedam, gaz. Listy do Adm. [562,1248,811,1275]
classified-ad: OKAZYJNIE sprzedam szpilanie nowoczesne, ul. Gazowa 8, I. p. mieszk. 10, w oficynach. 21051 [301,330,550,357]
classified-ad: FOTOLABORANTA na bardzo dobrych warunkach natychmiast przyjmę. Stary fotograf. Listy Admin. Gaz. Lw. nr 1360. [824,554,1073,594]
classified-ad: ODSTĄPIĘ pokój dla pani lub pana z kuchnią bez gazu. Meble do sprzedania. Listy do Gaz. Lw. nr 22407. [562,1301,811,1341]
classified-ad: CISEK Helena zgubiła dnia 3. 4. b. r. dokumenty: Kennkarte, metryki i zameldowanie. Szczegóły. Listy do Gaz. Lw. [824,985,1073,1025]
section-heading-lokale: LOKALE [562,836,811,861]
classified-ad: ZGUBIONO w tramwaju nr 9 dnia 2. 6. b. r. dokumenty na nazwisko Weber Janina. Zwrot za wynagrodzeniem. [824,1117,1073,1157]
classified-ad: KUPIĘ solidny rower damski, tylko w dobrym stanie, płacę gotówką. [562,633,811,660]
classified-ad: ZNACZKI i zbiory kupię stale. Dziełce, pięćdziesięciny znawca i ocenienie. Akademicka 3. 21777 [301,198,550,238]
classified-ad: KUPIĘ dziecinny wózek sportowy z pokoju łóżko. Zielona 48. 22253 [301,1041,550,1068]
classified-ad: SPRZEDAM maszynę do szycia. Wiadomość: Kleparowska 4. 22381 [301,1199,550,1226]
classified-ad: STARSZA uczciwa osoba, która umie prać, gotować i prasować przyjmę. Zgłoszenia: Lwów, ul. Łyczakowska 47, III p. [562,1544,811,1584]
classified-ad: MASZYNĘ do pisania walizkową polskiej niemiecką sprzedam. Wiadomość: Sykstuska 25, sklep. 22223 [301,844,550,884]
classified-ad: SPRZEDAM fortepian Stein Mozart, oryginalny, bardzo dobry, tanio. [562,738,811,765]
classified-ad: ZGUBIONO dnia 31. 5. protezę zębną górną szczeka koło kościoła św. Elżbiety. Uczciwego znalazcę proszę o zwrot za wynagrodzeniem przy Wiener strasse 62 II piętro. 22467 [824,827,1073,880]
classified-ad: Redakcja przyjmuje od godz. 10—11. Rękopisów nie zwraca. Telefony: Sekretariatu 202—23 — Kroniki 105 — 21 Druk własnym. Za terminowy druk ogłoszeń Wydawnictwo nie odpowiada — Druk »Gazety Lwowskiej« Lwów, ul. Sokoła 4. [1347,1048,1611,1114]
classified-ad: DNIA 27. 5. 1944 r. zgubiono dokumenty: Kennkarta metryke urodzenia legitymacja ulicki i zameldowanie po policyjne na nazwisko Wanda Lisowska, ul. Kochanowskiego 104. 22256 [824,932,1073,985]
classified-ad: MASZYNĘ do liczenia ręczną i elektryczną oraz do pisania, tylko markowe kupię natychmiast. Zgłoszenia: Listopada 44 a, m. 4, w czasie od 3—6. [301,462,550,515]
classified-ad: POSZUKUJE przejęcia meblarskiego na dobrych warunkach. Akademicka 20. [824,462,1073,489]
farbowanie-text: wszelkich ubrań i materiałów wykonujemy na żądanie w 24 godziny LEGIONÓW 23 (w podwórzu) [1381,138,1576,209]
classified-ad: DO WARSZAWY, Kielc, Radomia, Krakowa, Jasła, Gorlic, Nowego i Starego Sącza i innych miejscowości Generalnego Gubernatorstwa przewozy towaru pod gwarancją. Lwów, Wiener strasse 24. Biuro transportowe »Szybkość«. [1085,958,1335,1025]
classified-ad: WIDEOTECHNIKA — Zsyłanie Stadnicki, sklep »Gazownia«. Lwów, Hauptstr. (Piłsudskiego) 21. 1333 [1085,853,1335,893]
classified-ad: SPRZEDAM: Wagę z ciężarkami 5 kg, Balię na bieliznę, Pralkę, Karnisze mosiężne, Miynek do mięsa i kawy, Żelazko na węgiel, Bańkę, Akwarium na rybki, Stolik, Miednicę, Magiel rzeczy Koszyczek, Lusterko, Detektor, Tace, Kieliszki do wódki, Różne szkło, Ładną lampę pokojową nowoczesne elektryczne. Wagę 200 kg. z ciężarkami. Różne obrazy i Obrazki, Ramy, Moździerz — Primusy, Różne drobiazgi. Kochanowskiego 12, II. p., ganek, na prawo. [39,653,289,785]
classified-ad: ZAGUBIONO dnia b. r. blok Kennkarte. Listy do Adm. Gaz. Lw. nr 22245. [1085,277,1335,304]
classified-ad: 3 POKOJE z kuchnią, komfort, gaz — odstąpię. Lwów, Legionów 27, III. p. [562,1051,811,1078]
classified-ad: SPRZEDAM 2 siedzące sofy. Plac Mariacki 6, m. 6. [301,1291,550,1318]
classified-ad: SPRZEDAM 2 łóżka, wózek dziecięcy ze sprzątaniem stanie. Sakramentek 3, m. 2, I piętro. [39,1693,289,1734]
classified-ad: PRZYJMĘ ubrania do wymiany szwalni niestara. Lwów, Hauptstrasse (Piłsudskiego) 21. [1085,919,1335,946]
classified-ad: BÖSENDORFERA fortepian kupię. Dobry stan, nowoczesny, krzyżowy. Oferty z ceną: Listy do Adm. [301,1370,550,1411]
classified-ad: PIANINO, fortepian Schimmel kupię natychmiast. Zgłoszenia: Głębowa 19. [39,1285,289,1312]
classified-ad: DNIA 31. 5. br. skradziono w tramwaju kenkartę, Ausweis na nazwisko Anna Przybylska, Winniki — ul. Dzika 3. 22216 [824,788,1073,827]
